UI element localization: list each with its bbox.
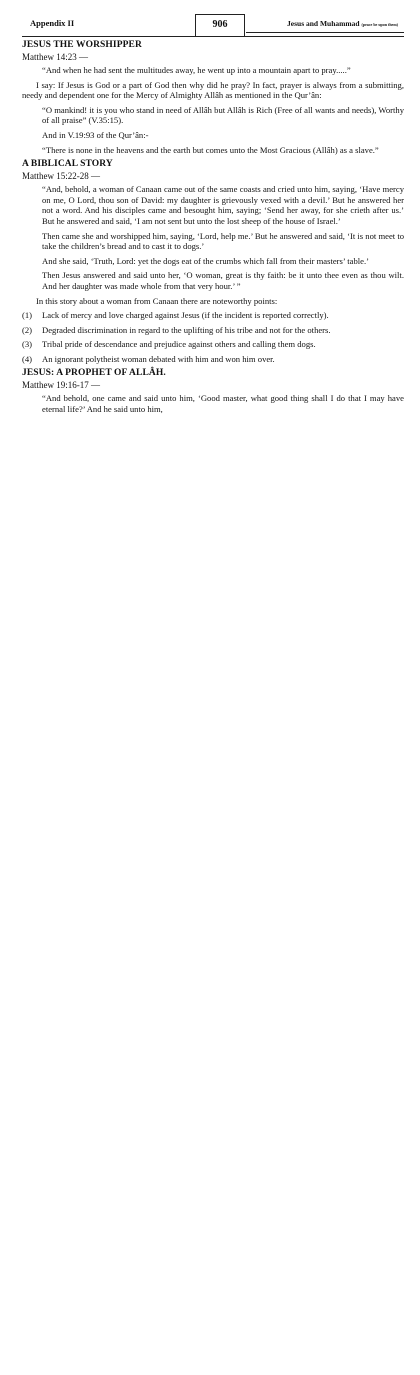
book-page bbox=[22, 14, 404, 419]
list-item-number: (1) bbox=[22, 310, 33, 321]
section-biblical-story bbox=[22, 159, 404, 364]
header-appendix-label: Appendix II bbox=[30, 18, 75, 28]
scripture-quote: And she said, ‘Truth, Lord: yet the dogs eat of the crumbs which fall from their masters’ table.’ bbox=[42, 255, 369, 266]
page-number: 906 bbox=[212, 19, 228, 30]
quran-quote: “O mankind! it is you who stand in need of Allâh but Allâh is Rich (Free of all wants and needs), Worthy of all praise” (V.35:15). bbox=[42, 104, 404, 126]
page-number-box bbox=[195, 14, 245, 36]
running-header bbox=[22, 14, 404, 37]
list-item-text: Tribal pride of descendance and prejudice against others and calling them dogs. bbox=[42, 339, 316, 350]
quran-quote: “There is none in the heavens and the earth but comes unto the Most Gracious (Allâh) as a slave.” bbox=[42, 144, 379, 155]
list-item bbox=[22, 310, 404, 321]
scripture-quote: “And when he had sent the multitudes away, he went up into a mountain apart to pray.....” bbox=[42, 65, 351, 75]
scripture-quote: Then came she and worshipped him, saying, ‘Lord, help me.’ But he answered and said, ‘It is not meet to take the children’s bread and to cast it to dogs.’ bbox=[42, 230, 404, 252]
list-item-text: Lack of mercy and love charged against Jesus (if the incident is reported correctly). bbox=[42, 310, 329, 321]
scripture-reference: Matthew 15:22-28 — bbox=[22, 171, 100, 182]
header-rule bbox=[246, 32, 404, 33]
header-book-title bbox=[287, 19, 398, 28]
list-item-number: (2) bbox=[22, 324, 33, 335]
section-heading: JESUS THE WORSHIPPER bbox=[22, 40, 142, 50]
list-item-number: (3) bbox=[22, 339, 33, 350]
section-heading: JESUS: A PROPHET OF ALLÂH. bbox=[22, 368, 166, 379]
list-item-text: Degraded discrimination in regard to the uplifting of his tribe and not for the others. bbox=[42, 324, 331, 335]
header-title-text: Jesus and Muhammad bbox=[287, 19, 360, 28]
points-list bbox=[22, 310, 404, 364]
scripture-quote: “And, behold, a woman of Canaan came out of the same coasts and cried unto him, saying, ‘Have mercy on me, O Lord, thou son of David: my daughter is grievously vexed with a devil.’ But he answered her not a word. And his disciples came and besought him, saying; ‘Send her away, for she crieth after us.’ But he answered and said, ‘I am not sent but unto the lost sheep of the house of Israel.’ bbox=[42, 184, 404, 226]
scripture-quote: Then Jesus answered and said unto her, ‘O woman, great is thy faith: be it unto thee even as thou wilt. And her daughter was made whole from that very hour.’ ” bbox=[42, 270, 404, 291]
scripture-reference: Matthew 14:23 — bbox=[22, 52, 88, 62]
section-heading: A BIBLICAL STORY bbox=[22, 159, 113, 170]
commentary-paragraph: In this story about a woman from Canaan there are noteworthy points: bbox=[36, 295, 278, 306]
commentary-paragraph: I say: If Jesus is God or a part of God then why did he pray? In fact, prayer is always from a submitting, needy and dependent one for the Mercy of Almighty Allâh as mentioned in the Qur’ân: bbox=[22, 79, 404, 101]
section-jesus-prophet bbox=[22, 368, 404, 414]
scripture-reference: Matthew 19:16-17 — bbox=[22, 380, 100, 391]
list-item-number: (4) bbox=[22, 353, 33, 364]
quran-reference-intro: And in V.19:93 of the Qur’ân:- bbox=[42, 129, 149, 140]
list-item bbox=[22, 339, 404, 350]
list-item bbox=[22, 325, 404, 336]
section-jesus-worshipper bbox=[22, 40, 404, 155]
header-title-note: (peace be upon them) bbox=[361, 22, 398, 27]
scripture-quote: “And behold, one came and said unto him, ‘Good master, what good thing shall I do that I may have eternal life?’ And he said unto him, bbox=[42, 393, 404, 415]
list-item bbox=[22, 354, 404, 365]
list-item-text: An ignorant polytheist woman debated with him and won him over. bbox=[42, 353, 275, 364]
